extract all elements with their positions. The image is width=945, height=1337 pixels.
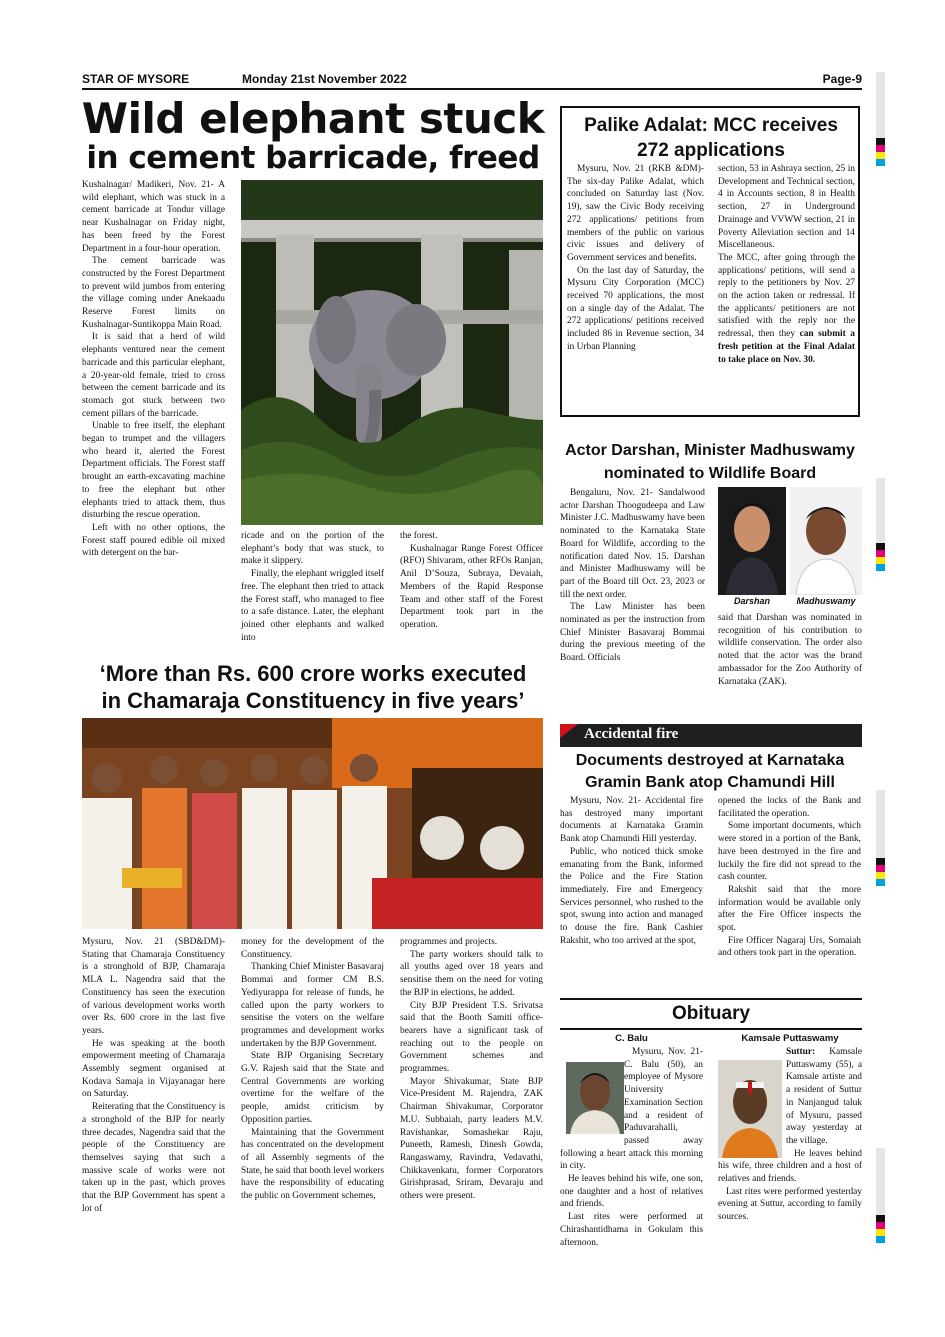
photo-spacer bbox=[718, 1046, 786, 1158]
paragraph: Mysuru, Nov. 21- C. Balu (50), an employee of Mysore University Examination Section and a resident of Paduvarahalli, passed away following a heart attack this morning in city. bbox=[560, 1047, 703, 1172]
palike-headline: Palike Adalat: MCC receives 272 applications bbox=[584, 115, 838, 161]
paragraph: Last rites were performed yesterday evening at Suttur, according to family sources. bbox=[718, 1186, 862, 1223]
paragraph: Maintaining that the Government has concentrated on the development of all Assembly segments of the State, he said that booth level workers have the responsibility of educating the public on Government schemes, bbox=[241, 1127, 384, 1202]
masthead bbox=[82, 72, 862, 88]
darshan-col-1 bbox=[560, 487, 705, 665]
bold-text: can submit a fresh petition at the Final Adalat to take place on Nov. 30. bbox=[718, 329, 855, 365]
cmyk-marks bbox=[876, 138, 885, 166]
madhuswamy-photo bbox=[790, 487, 862, 595]
obituary-right-body bbox=[718, 1046, 862, 1224]
chamaraja-col-3 bbox=[400, 936, 543, 1203]
caption-darshan: Darshan bbox=[733, 596, 770, 606]
paragraph: The party workers should talk to all youths aged over 18 years and sensitise them on the need for voting the BJP in elections, he added. bbox=[400, 949, 543, 998]
elephant-col-1 bbox=[82, 179, 225, 560]
paragraph: He leaves behind his wife, one son, one daughter and a host of relatives and friends. bbox=[560, 1174, 703, 1210]
obituary-rule-bottom bbox=[560, 1028, 862, 1030]
paragraph: Mysuru, Nov. 21- Accidental fire has destroyed many important documents at Karnataka Gramin Bank atop Chamundi Hill yesterday. bbox=[560, 796, 703, 845]
paragraph: Mysuru, Nov. 21 (RKB &DM)- The six-day Palike Adalat, which concluded on Saturday last (Nov. 19), saw the Civic Body receiving 272 applications/ petitions from members of the public on various civic issues and delivery of Government services and benefits. bbox=[567, 164, 704, 263]
paragraph: Fire Officer Nagaraj Urs, Somaiah and others took part in the operation. bbox=[718, 935, 861, 959]
paragraph: opened the locks of the Bank and facilitated the operation. bbox=[718, 796, 861, 819]
paragraph: Left with no other options, the Forest staff poured edible oil mixed with detergent on the bar- bbox=[82, 522, 225, 559]
paragraph: Some important documents, which were stored in a portion of the Bank, have been destroyed in the fire and luckily the fire did not spread to the cash counter. bbox=[718, 821, 861, 883]
paragraph: Mayor Shivakumar, State BJP Vice-President M. Rajendra, ZAK Chairman Shivakumar, Corporator M.U. Subbaiah, party leaders M.V. Ravishankar, Somashekar Raju, Puneeth, Ramesh, Dinesh Gowda, Rangaswamy, Ravindra, Vedavathi, Chikkavenkatu, former Corporators Girishprasad, Sriram, Devaraju and others were present. bbox=[400, 1076, 543, 1202]
masthead-rule bbox=[82, 88, 862, 90]
obituary-left-body bbox=[560, 1046, 703, 1249]
palike-col-1 bbox=[567, 163, 704, 354]
paragraph: Reiterating that the Constituency is a stronghold of the BJP for nearly three decades, Nagendra said that the people of the Constituency are themselves saying that such a massive scale of works were not taken up in the past, which proves that the BJP Government has spent a lot of bbox=[82, 1102, 225, 1214]
elephant-photo bbox=[241, 180, 543, 525]
print-bar bbox=[876, 72, 885, 142]
cmyk-marks bbox=[876, 543, 885, 571]
cmyk-marks bbox=[876, 1215, 885, 1243]
elephant-col-3 bbox=[400, 530, 543, 632]
paragraph: Bengaluru, Nov. 21- Sandalwood actor Darshan Thoogudeepa and Law Minister J.C. Madhuswamy have been nominated to the Karnataka State Board for Wildlife, according to the notification dated Nov. 15. Darshan and Minister Madhuswamy will be part of the Board till Oct. 23, 2023 or till the next order. bbox=[560, 488, 705, 600]
paragraph: said that Darshan was nominated in recognition of his contribution to wildlife conservation. The order also noted that the actor was the brand ambassador for the Zoo Authority of Karnataka (ZAK). bbox=[718, 613, 862, 687]
elephant-headline-2: in cement barricade, freed bbox=[86, 140, 540, 176]
paragraph-text: Kamsale Puttaswamy (55), a Kamsale artiste and a resident of Suttur in Nanjangud taluk of Mysuru, passed away yesterday at the village. bbox=[786, 1047, 862, 1146]
print-bar bbox=[876, 790, 885, 860]
paragraph: Last rites were performed at Chirashantidhama in Gokulam this afternoon. bbox=[560, 1212, 703, 1248]
paragraph: Unable to free itself, the elephant began to trumpet and the villagers who heard it, alerted the Forest Department officials. The Forest staff brought an earth-excavating machine to free the elephant but other elephants tried to attack them, thus disturbing the rescue operation. bbox=[82, 421, 225, 521]
chamaraja-photo bbox=[82, 718, 543, 929]
paragraph: Kushalnagar Range Forest Officer (RFO) Shivaram, other RFOs Ranjan, Anil D’Souza, Subraya, Devaiah, Members of the Rapid Response Team and other staff of the Forest Department took part in the operation. bbox=[400, 543, 543, 630]
obituary-rule-top bbox=[560, 998, 862, 1000]
paragraph: Rakshit said that the more information would be available only after the Fire Officer inspects the spot. bbox=[718, 884, 861, 934]
paragraph: Public, who noticed thick smoke emanating from the Bank, informed the Police and the Fire Station immediately. Fire and Emergency Services personnel, who rushed to the spot, swung into action and managed to douse the fire. Bank Cashier Rakshit, who too arrived at the spot, bbox=[560, 846, 703, 946]
paper-name: STAR OF MYSORE bbox=[82, 72, 190, 86]
cmyk-marks bbox=[876, 858, 885, 886]
paragraph: City BJP President T.S. Srivatsa said that the Booth Samiti office-bearers have a significant task of reaching out to the people on Government schemes and programmes. bbox=[400, 1000, 543, 1075]
paragraph: the forest. bbox=[400, 531, 438, 541]
fire-col-2 bbox=[718, 795, 861, 960]
chamaraja-col-2 bbox=[241, 936, 384, 1203]
paragraph: Mysuru, Nov. 21 (SBD&DM)- Stating that Chamaraja Constituency is a stronghold of BJP, Chamaraja MLA L. Nagendra said that the Constituency has seen the execution of various development works worth over Rs. 600 crore in the last five years. bbox=[82, 937, 225, 1036]
chamaraja-headline-2: in Chamaraja Constituency in five years’ bbox=[101, 688, 525, 713]
paragraph: He was speaking at the booth empowerment meeting of Chamaraja Assembly segment organised at Kodava Samaja in Vijayanagar here on Saturday. bbox=[82, 1038, 225, 1100]
paragraph: On the last day of Saturday, the Mysuru City Corporation (MCC) received 70 applications, the most on a single day of the Adalat. The 272 applications/ petitions received included 86 in Revenue section, 34 in Urban Planning bbox=[567, 265, 704, 352]
fire-headline: Documents destroyed at Karnataka Gramin Bank atop Chamundi Hill bbox=[575, 752, 845, 792]
chamaraja-col-1 bbox=[82, 936, 225, 1215]
chamaraja-headline-1: ‘More than Rs. 600 crore works executed bbox=[99, 661, 527, 686]
paragraph: money for the development of the Constituency. bbox=[241, 937, 384, 960]
paragraph: The Law Minister has been nominated as per the instruction from Chief Minister Basavaraj Bommai during the previous meeting of the Board. Officials bbox=[560, 602, 705, 664]
page-number: Page-9 bbox=[822, 72, 862, 86]
paragraph: Thanking Chief Minister Basavaraj Bommai and former CM B.S. Yediyurappa for release of funds, he called upon the party workers to sensitise the voters on the welfare programmes and development works undertaken by the BJP Government. bbox=[241, 962, 384, 1049]
fire-tag-label: Accidental fire bbox=[584, 726, 679, 742]
fire-col-1 bbox=[560, 795, 703, 947]
paragraph: State BJP Organising Secretary G.V. Rajesh said that the State and Central Governments are working overtime for the welfare of the people, amidst criticism by Opposition parties. bbox=[241, 1051, 384, 1125]
place-label: Suttur: bbox=[786, 1047, 816, 1057]
paragraph: It is said that a herd of wild elephants ventured near the cement barricade and this particular elephant, a 20-year-old female, tried to cross between the cement barricade and its stomach got stuck between two cement pillars of the barricade. bbox=[82, 332, 225, 419]
paragraph: He leaves behind his wife, three children and a host of relatives and friends. bbox=[718, 1148, 862, 1185]
elephant-col-2 bbox=[241, 530, 384, 644]
paragraph: The MCC, after going through the applications/ petitions, will send a reply to the petitioners by Nov. 27 on the action taken or redressal. If the applicants/ petitioners are not satisfied with the reply nor the redressal, then they bbox=[718, 252, 855, 340]
darshan-photo bbox=[718, 487, 786, 595]
fire-tag-accent bbox=[560, 724, 578, 738]
paragraph: The cement barricade was constructed by the Forest Department to prevent wild jumbos from entering the village coming under Anekaadu Reserve Forest limits on Kushalnagar-Suntikoppa Main Road. bbox=[82, 256, 225, 330]
paragraph: ricade and on the portion of the elephant’s body that was stuck, to make it slippery. bbox=[241, 531, 384, 567]
paragraph: programmes and projects. bbox=[400, 937, 498, 947]
paragraph: Kushalnagar/ Madikeri, Nov. 21- A wild elephant, which was stuck in a cement barricade at Tondur village near Kushalnagar on Friday night, has been freed by the Forest Department in a four-hour operation. bbox=[82, 180, 225, 254]
palike-col-2 bbox=[718, 163, 855, 366]
paragraph: section, 53 in Ashraya section, 25 in Development and Technical section, 4 in Accounts section, 8 in Health section, 27 in Underground Drainage and VVWW section, 21 in Poverty Alleviation section and 14 Miscellaneous. bbox=[718, 164, 855, 251]
photo-spacer bbox=[560, 1046, 624, 1136]
darshan-col-2 bbox=[718, 612, 862, 688]
print-bar bbox=[876, 478, 885, 548]
issue-date: Monday 21st November 2022 bbox=[242, 72, 407, 86]
obituary-left-name: C. Balu bbox=[615, 1033, 648, 1044]
paragraph: Finally, the elephant wriggled itself free. The elephant then tried to attack the Forest staff, who managed to flee to a safe distance. Later, the elephant joined other elephants and walked into bbox=[241, 569, 384, 643]
obituary-title: Obituary bbox=[671, 1003, 751, 1024]
caption-madhuswamy: Madhuswamy bbox=[796, 596, 856, 606]
obituary-right-name: Kamsale Puttaswamy bbox=[741, 1033, 839, 1044]
elephant-headline-1: Wild elephant stuck bbox=[81, 94, 545, 143]
print-bar bbox=[876, 1148, 885, 1218]
darshan-headline: Actor Darshan, Minister Madhuswamy nominated to Wildlife Board bbox=[565, 442, 855, 483]
